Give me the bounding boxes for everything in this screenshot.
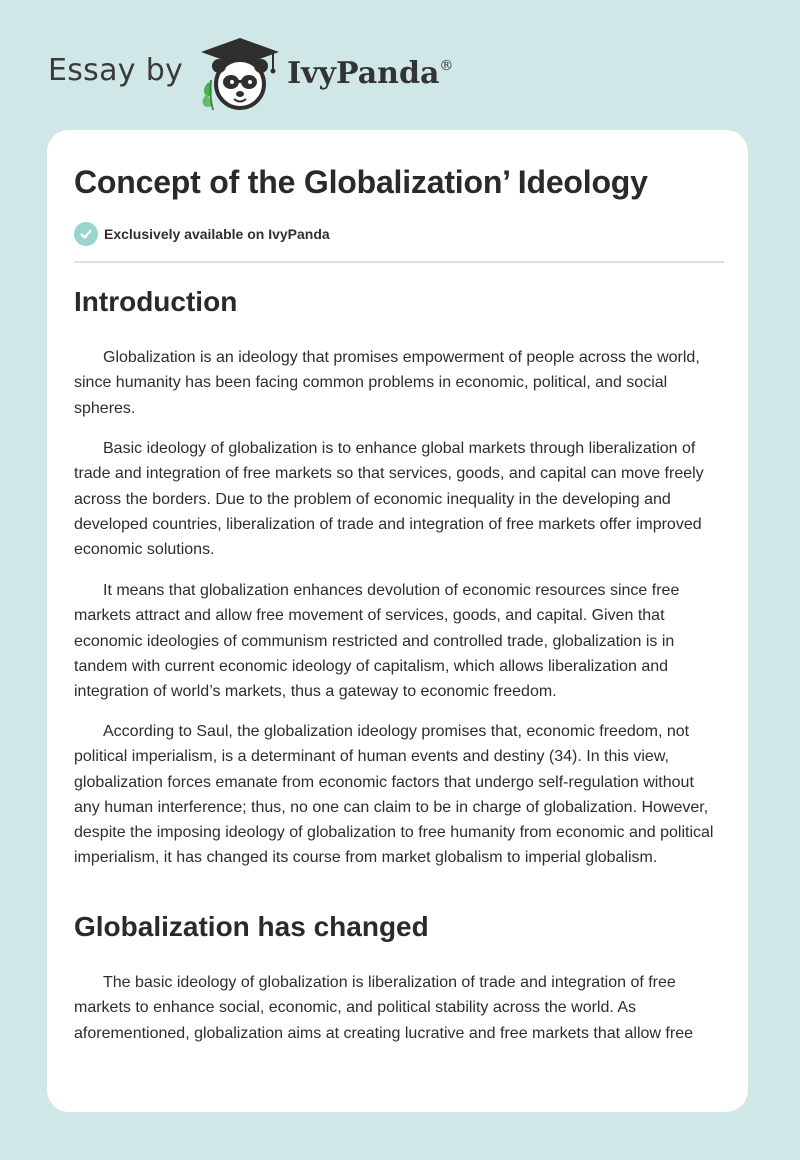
essay-title: Concept of the Globalization’ Ideology: [74, 164, 648, 200]
exclusive-text: Exclusively available on IvyPanda: [104, 226, 330, 242]
essay-card: [47, 130, 748, 1112]
title-divider: [74, 261, 724, 263]
registered-mark: ®: [439, 57, 454, 74]
paragraph: It means that globalization enhances devolution of economic resources since free markets attract and allow free movement of services, goods, and capital. Given that economic ideologies of communism restricted and controlled trade, globalization is in tandem with current economic ideology of capitalism, which allows liberalization and integration of world’s markets, thus a gateway to economic freedom.: [74, 582, 680, 701]
site-header: [48, 34, 453, 114]
paragraph: The basic ideology of globalization is liberalization of trade and integration of free markets to enhance social, economic, and political stability across the world. As aforementioned, globalization aims at creating lucrative and free markets that allow free: [74, 974, 693, 1042]
ivypanda-logo-icon[interactable]: [197, 36, 283, 112]
essay-by-label: Essay by: [48, 52, 184, 88]
paragraph: According to Saul, the globalization ideology promises that, economic freedom, not political imperialism, is a determinant of human events and destiny (34). In this view, globalization forces emanate from economic factors that undergo self-regulation without any human interference; thus, no one can claim to be in charge of globalization. However, despite the imposing ideology of globalization to free humanity from economic and political imperialism, it has changed its course from market globalism to imperial globalism.: [74, 723, 714, 867]
section-heading-globalization-changed: Globalization has changed: [74, 911, 429, 942]
exclusive-badge: [74, 222, 330, 246]
section-heading-introduction: Introduction: [74, 286, 238, 317]
brand-name[interactable]: [287, 56, 453, 91]
brand-text: IvyPanda: [287, 55, 440, 91]
paragraph: Basic ideology of globalization is to enhance global markets through liberalization of trade and integration of free markets so that services, goods, and capital can move freely across the borders. Due to the problem of economic inequality in the developing and developed countries, liberalization of trade and integration of free markets offer improved economic solutions.: [74, 440, 704, 559]
paragraph: Globalization is an ideology that promises empowerment of people across the world, since humanity has been facing common problems in economic, political, and social spheres.: [74, 349, 700, 417]
check-circle-icon: [74, 222, 98, 246]
